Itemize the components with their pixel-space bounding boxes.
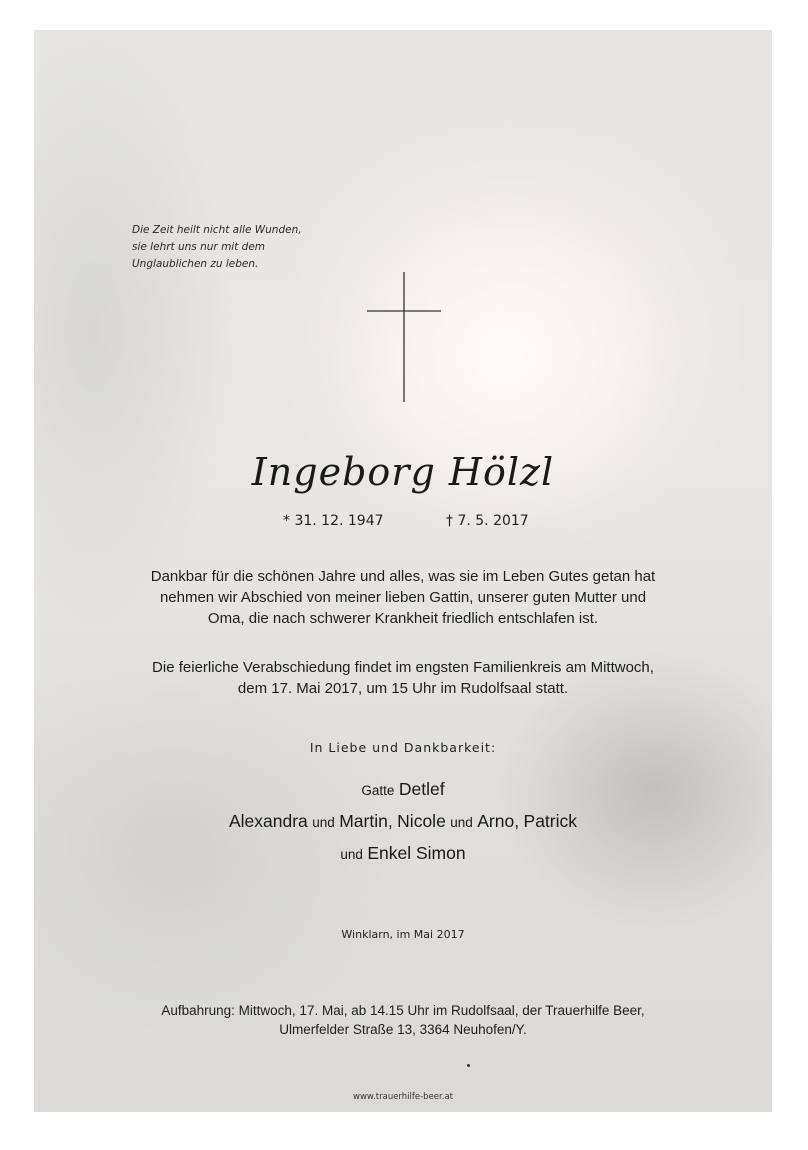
viewing-line: Ulmerfelder Straße 13, 3364 Neuhofen/Y. [279, 1022, 527, 1037]
husband-name: Detlef [398, 779, 445, 799]
birth-date: * 31. 12. 1947 [283, 513, 384, 529]
announcement-line: Dankbar für die schönen Jahre und alles, was sie im Leben Gutes getan hat [150, 568, 656, 585]
family-husband [34, 779, 772, 800]
farewell-line: Die feierliche Verabschiedung findet im engsten Familienkreis am Mittwoch, [152, 659, 654, 676]
partner-name: Martin, [339, 811, 393, 831]
farewell-line: dem 17. Mai 2017, um 15 Uhr im Rudolfsaal statt. [237, 680, 569, 697]
viewing-line: Aufbahrung: Mittwoch, 17. Mai, ab 14.15 Uhr im Rudolfsaal, der Trauerhilfe Beer, [161, 1003, 645, 1018]
family-children [34, 811, 772, 832]
motto-quote [132, 222, 332, 273]
closing-phrase: In Liebe und Dankbarkeit: [309, 740, 497, 755]
child-name: Alexandra [228, 811, 308, 831]
cross-icon [367, 272, 441, 402]
announcement-line: Oma, die nach schwerer Krankheit friedlich entschlafen ist. [207, 610, 599, 627]
child-name: Nicole [397, 811, 446, 831]
death-date: † 7. 5. 2017 [446, 513, 529, 529]
announcement-line: nehmen wir Abschied von meiner lieben Gattin, unserer guten Mutter und [159, 589, 647, 606]
husband-label: Gatte [361, 783, 395, 798]
motto-line: Unglaublichen zu leben. [132, 258, 259, 270]
separator-dot [467, 1064, 470, 1067]
place-date: Winklarn, im Mai 2017 [341, 928, 465, 941]
viewing-info [34, 1001, 772, 1039]
child-name: Patrick [523, 811, 578, 831]
announcement-text [34, 566, 772, 629]
family-grandchild [34, 843, 772, 864]
website-link[interactable]: www.trauerhilfe-beer.at [353, 1092, 453, 1102]
conjunction: und [340, 847, 363, 862]
farewell-text [34, 657, 772, 699]
obituary-card [34, 30, 772, 1112]
conjunction: und [312, 815, 335, 830]
motto-line: Die Zeit heilt nicht alle Wunden, [132, 224, 302, 236]
conjunction: und [450, 815, 473, 830]
partner-name: Arno, [477, 811, 520, 831]
motto-line: sie lehrt uns nur mit dem [132, 241, 266, 253]
deceased-name: Ingeborg Hölzl [251, 450, 555, 494]
grandchild-name: Enkel Simon [367, 843, 466, 863]
